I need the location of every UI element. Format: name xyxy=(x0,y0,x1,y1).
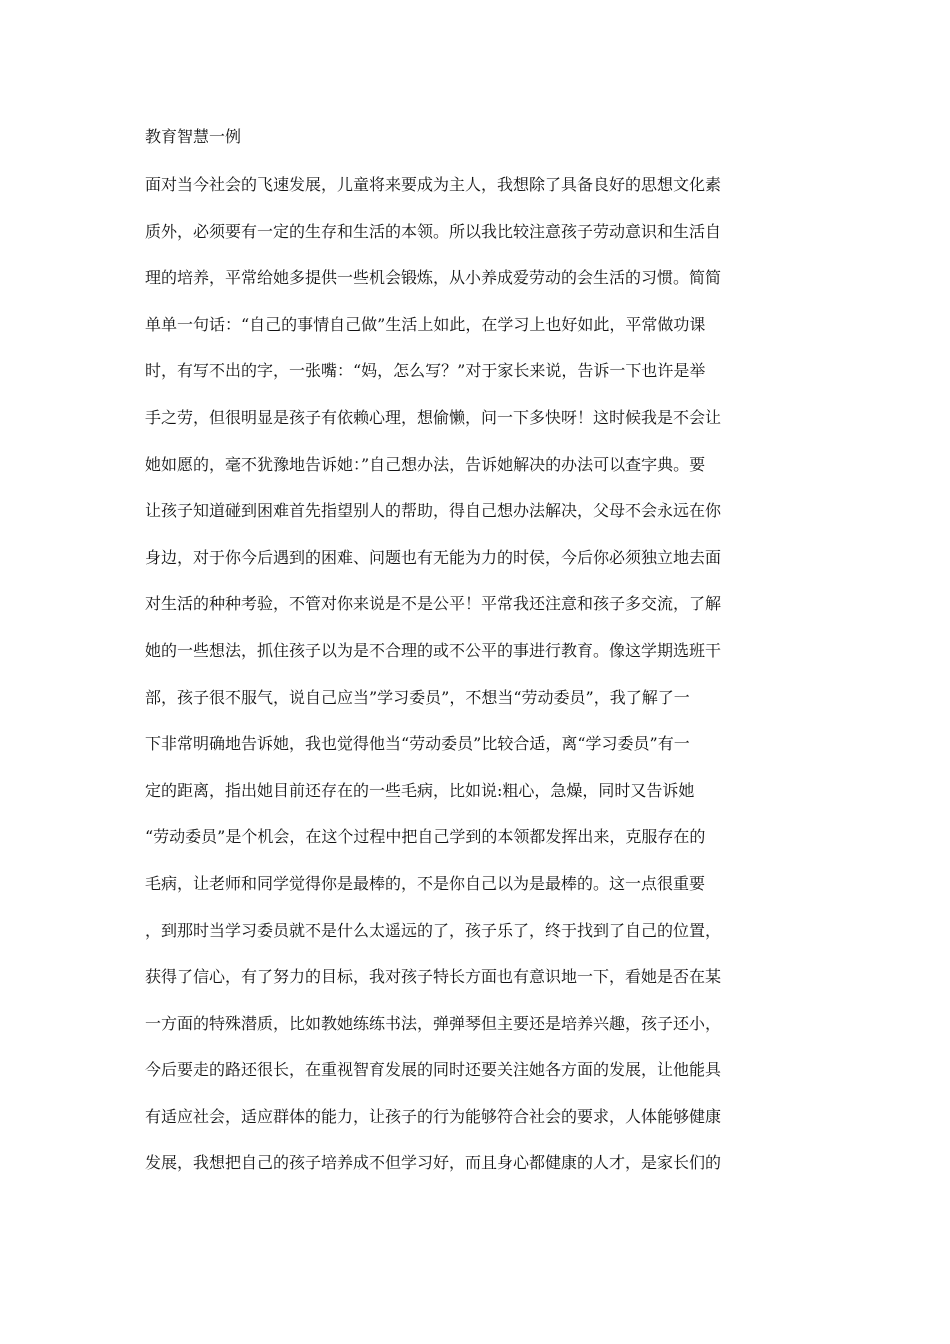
text-line: 她如愿的，毫不犹豫地告诉她：”自己想办法，告诉她解决的办法可以查字典。要 xyxy=(145,454,706,474)
text-line: 手之劳，但很明显是孩子有依赖心理，想偷懒，问一下多快呀！这时候我是不会让 xyxy=(145,407,722,427)
text-line: 部，孩子很不服气，说自己应当”学习委员”，不想当“劳动委员”，我了解了一 xyxy=(145,687,690,707)
text-line: 面对当今社会的飞速发展，儿童将来要成为主人，我想除了具备良好的思想文化素 xyxy=(145,175,722,194)
text-line: 下非常明确地告诉她，我也觉得他当“劳动委员”比较合适，离“学习委员”有一 xyxy=(145,734,690,754)
text-line: 发展，我想把自己的孩子培养成不但学习好，而且身心都健康的人才，是家长们的 xyxy=(145,1153,722,1173)
document-title: 教育智慧一例 xyxy=(145,127,242,146)
document-body xyxy=(145,174,765,1199)
text-line: 毛病，让老师和同学觉得你是最棒的，不是你自己以为是最棒的。这一点很重要 xyxy=(145,873,706,893)
text-line: 定的距离，指出她目前还存在的一些毛病，比如说:粗心，急燥，同时又告诉她 xyxy=(145,780,695,800)
text-line: 时，有写不出的字，一张嘴：“妈，怎么写？”对于家长来说，告诉一下也许是举 xyxy=(145,361,706,381)
text-line: 今后要走的路还很长，在重视智育发展的同时还要关注她各方面的发展，让他能具 xyxy=(145,1060,722,1080)
text-line: 理的培养，平常给她多提供一些机会锻炼，从小养成爱劳动的会生活的习惯。简简 xyxy=(145,268,722,288)
text-line: 有适应社会，适应群体的能力，让孩子的行为能够符合社会的要求，人体能够健康 xyxy=(145,1106,722,1126)
text-line: 一方面的特殊潜质，比如教她练练书法，弹弹琴但主要还是培养兴趣，孩子还小， xyxy=(145,1013,722,1033)
text-line: 身边，对于你今后遇到的困难、问题也有无能为力的时侯，今后你必须独立地去面 xyxy=(145,547,722,567)
text-line: 她的一些想法，抓住孩子以为是不合理的或不公平的事进行教育。像这学期选班干 xyxy=(145,640,722,660)
text-line: 获得了信心，有了努力的目标，我对孩子特长方面也有意识地一下，看她是否在某 xyxy=(145,967,722,987)
text-line: “劳动委员”是个机会，在这个过程中把自己学到的本领都发挥出来，克服存在的 xyxy=(145,827,706,847)
text-line: 质外，必须要有一定的生存和生活的本领。所以我比较注意孩子劳动意识和生活自 xyxy=(145,221,722,241)
text-line: 单单一句话：“自己的事情自己做”生活上如此，在学习上也好如此，平常做功课 xyxy=(145,314,706,334)
text-line: ，到那时当学习委员就不是什么太遥远的了，孩子乐了，终于找到了自己的位置， xyxy=(145,920,722,940)
text-line: 让孩子知道碰到困难首先指望别人的帮助，得自己想办法解决，父母不会永远在你 xyxy=(145,501,722,521)
text-line: 对生活的种种考验，不管对你来说是不是公平！平常我还注意和孩子多交流，了解 xyxy=(145,594,722,614)
